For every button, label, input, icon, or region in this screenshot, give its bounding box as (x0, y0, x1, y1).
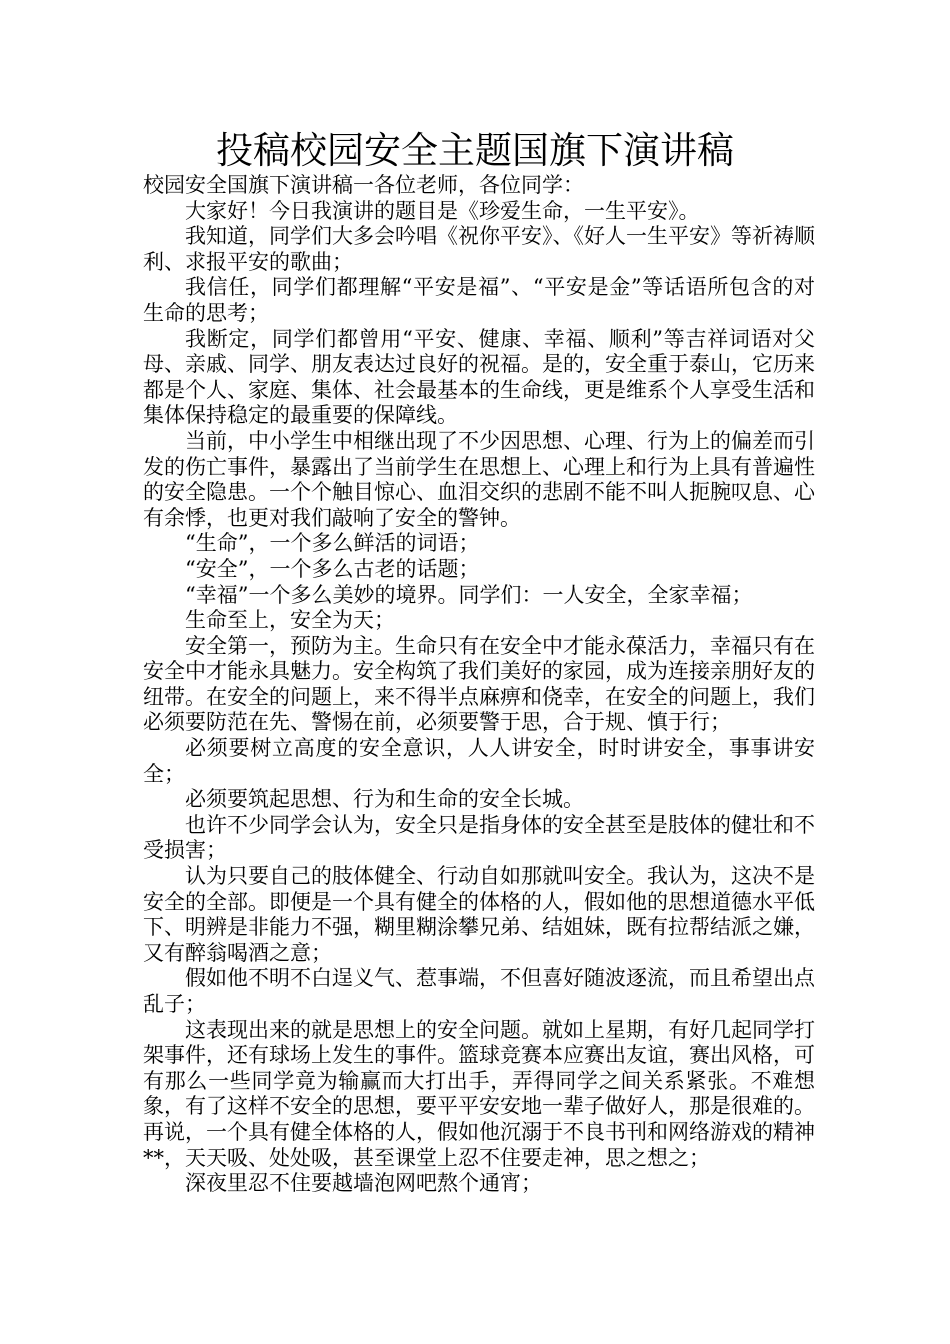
paragraph-2: 大家好！今日我演讲的题目是《珍爱生命，一生平安》。 (185, 198, 700, 223)
paragraph-11: 安全第一，预防为主。生命只有在安全中才能永葆活力，幸福只有在安全中才能永具魅力。安全构筑了我们美好的家园，成为连接亲朋好友的纽带。在安全的问题上，来不得半点麻痹和侥幸，在安全的问题上，我们必须要防范在先、警惕在前，必须要警于思，合于规、慎于行； (143, 633, 815, 735)
paragraph-15: 认为只要自己的肢体健全、行动自如那就叫安全。我认为，这决不是安全的全部。即便是一个具有健全的体格的人，假如他的思想道德水平低下、明辨是非能力不强，糊里糊涂攀兄弟、结姐妹，既有拉帮结派之嫌，又有醉翁喝酒之意； (143, 864, 815, 965)
paragraph-18: 深夜里忍不住要越墙泡网吧熬个通宵； (185, 1171, 542, 1196)
paragraph-14: 也许不少同学会认为，安全只是指身体的安全甚至是肢体的健壮和不受损害； (143, 812, 815, 863)
paragraph-9: “幸福”一个多么美妙的境界。同学们：一人安全，全家幸福； (185, 582, 753, 607)
paragraph-12: 必须要树立高度的安全意识，人人讲安全，时时讲安全，事事讲安全； (143, 736, 815, 786)
paragraph-4: 我信任，同学们都理解“平安是福”、“平安是金”等话语所包含的对生命的思考； (143, 275, 815, 325)
paragraph-16: 假如他不明不白逞义气、惹事端，不但喜好随波逐流，而且希望出点乱子； (143, 966, 815, 1016)
paragraph-5: 我断定，同学们都曾用“平安、健康、幸福、顺利”等吉祥词语对父母、亲戚、同学、朋友表达过良好的祝福。是的，安全重于泰山，它历来都是个人、家庭、集体、社会最基本的生命线，更是维系个人享受生活和集体保持稳定的最重要的保障线。 (143, 326, 815, 428)
paragraph-10: 生命至上，安全为天； (185, 608, 395, 633)
paragraph-7: “生命”，一个多么鲜活的词语； (185, 531, 480, 556)
paragraph-6: 当前，中小学生中相继出现了不少因思想、心理、行为上的偏差而引发的伤亡事件，暴露出了当前学生在思想上、心理上和行为上具有普遍性的安全隐患。一个个触目惊心、血泪交织的悲剧不能不叫人扼腕叹息、心有余悸，也更对我们敲响了安全的警钟。 (143, 428, 815, 530)
document-body (143, 173, 815, 1197)
paragraph-13: 必须要筑起思想、行为和生命的安全长城。 (185, 787, 584, 812)
document-title: 投稿校园安全主题国旗下演讲稿 (216, 129, 734, 172)
paragraph-8: “安全”，一个多么古老的话题； (185, 556, 480, 581)
paragraph-1: 校园安全国旗下演讲稿一各位老师，各位同学： (143, 173, 584, 197)
paragraph-3: 我知道，同学们大多会吟唱《祝你平安》、《好人一生平安》等祈祷顺利、求报平安的歌曲； (143, 224, 815, 274)
paragraph-17: 这表现出来的就是思想上的安全问题。就如上星期，有好几起同学打架事件，还有球场上发生的事件。篮球竞赛本应赛出友谊，赛出风格，可有那么一些同学竟为输赢而大打出手，弄得同学之间关系紧张。不难想象，有了这样不安全的思想，要平平安安地一辈子做好人，那是很难的。再说，一个具有健全体格的人，假如他沉溺于不良书刊和网络游戏的精神**，天天吸、处处吸，甚至课堂上忍不住要走神，思之想之； (143, 1017, 815, 1170)
